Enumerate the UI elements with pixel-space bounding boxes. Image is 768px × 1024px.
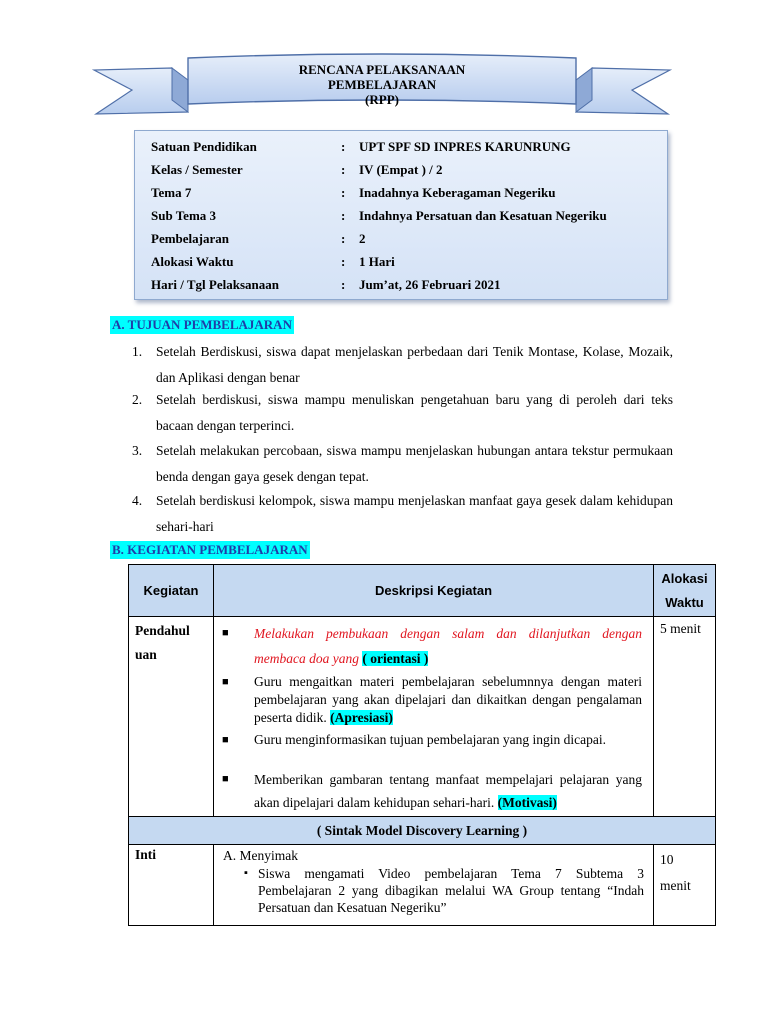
section-b-heading: B. KEGIATAN PEMBELAJARAN: [112, 542, 308, 557]
pendahuluan-description: [214, 617, 654, 817]
bullet-square-icon: ■: [222, 627, 229, 639]
identity-value: IV (Empat ) / 2: [359, 162, 443, 177]
inti-time-line1: 10: [660, 852, 674, 867]
objective-number: 1.: [132, 344, 143, 359]
banner-title-line1: RENCANA PELAKSANAAN PEMBELAJARAN: [298, 62, 466, 92]
orientasi-tag: ( orientasi ): [362, 651, 429, 666]
inti-time-line2: menit: [660, 878, 691, 893]
identity-separator: :: [341, 277, 346, 292]
identity-label: Hari / Tgl Pelaksanaan: [151, 277, 279, 292]
identity-separator: :: [341, 162, 346, 177]
opening-activity-text: Melakukan pembukaan dengan salam dan dilanjutkan dengan membaca doa yang: [254, 626, 642, 666]
motivasi-text: Memberikan gambaran tentang manfaat mempelajari pelajaran yang akan dipelajari dalam kehidupan sehari-hari.: [254, 772, 642, 810]
model-row: ( Sintak Model Discovery Learning ): [129, 817, 716, 845]
identity-label: Kelas / Semester: [151, 162, 243, 177]
identity-separator: :: [341, 208, 346, 223]
objective-item: [132, 387, 673, 439]
motivasi-tag: (Motivasi): [497, 795, 557, 810]
objective-text: Setelah berdiskusi kelompok, siswa mampu menjelaskan manfaat gaya gesek dalam kehidupan sehari-hari: [156, 493, 673, 534]
objective-number: 3.: [132, 443, 143, 458]
identity-box: [134, 130, 668, 300]
identity-value: UPT SPF SD INPRES KARUNRUNG: [359, 139, 571, 154]
objective-number: 4.: [132, 493, 143, 508]
inti-label: Inti: [129, 845, 214, 926]
apresiasi-tag: (Apresiasi): [330, 710, 393, 725]
identity-label: Satuan Pendidikan: [151, 139, 257, 154]
pendahuluan-label: [129, 617, 214, 817]
identity-label: Sub Tema 3: [151, 208, 217, 223]
section-a-heading: A. TUJUAN PEMBELAJARAN: [112, 317, 292, 332]
inti-description: [214, 845, 654, 926]
identity-value: 1 Hari: [359, 254, 395, 269]
menyimak-heading: A. Menyimak: [223, 848, 298, 863]
objective-item: [132, 339, 673, 391]
banner-title-line2: (RPP): [365, 92, 399, 107]
tujuan-text: Guru menginformasikan tujuan pembelajaran yang ingin dicapai.: [254, 732, 607, 747]
bullet-square-icon: ■: [222, 734, 229, 746]
header-deskripsi: Deskripsi Kegiatan: [214, 565, 654, 617]
identity-separator: :: [341, 185, 346, 200]
inti-time: [654, 845, 716, 926]
header-alokasi-line1: Alokasi: [661, 571, 708, 586]
identity-separator: :: [341, 139, 346, 154]
identity-value: Indahnya Persatuan dan Kesatuan Negeriku: [359, 208, 607, 223]
identity-label: Tema 7: [151, 185, 192, 200]
title-banner: [92, 50, 672, 130]
identity-value: Inadahnya Keberagaman Negeriku: [359, 185, 556, 200]
header-kegiatan: Kegiatan: [129, 565, 214, 617]
identity-separator: :: [341, 254, 346, 269]
pendahuluan-bullet-3: [222, 731, 642, 749]
pendahuluan-time: 5 menit: [654, 617, 716, 817]
menyimak-bullet: [244, 865, 644, 916]
header-alokasi: [654, 565, 716, 617]
objective-item: [132, 438, 673, 490]
objective-number: 2.: [132, 392, 143, 407]
menyimak-text: Siswa mengamati Video pembelajaran Tema 7 Subtema 3 Pembelajaran 2 yang dibagikan melalui WA Group tentang “Indah Persatuan dan Kesatuan Negeriku”: [258, 866, 644, 915]
bullet-small-square-icon: ▪: [244, 867, 248, 879]
pendahuluan-label-line1: Pendahul: [135, 623, 190, 638]
pendahuluan-bullet-4: [222, 768, 642, 814]
pendahuluan-bullet-1: [222, 621, 642, 671]
identity-value: Jum’at, 26 Februari 2021: [359, 277, 501, 292]
objective-text: Setelah Berdiskusi, siswa dapat menjelaskan perbedaan dari Tenik Montase, Kolase, Mozaik, dan Aplikasi dengan benar: [156, 344, 673, 385]
objective-text: Setelah melakukan percobaan, siswa mampu menjelaskan hubungan antara tekstur permukaan benda dengan gaya gesek dengan tepat.: [156, 443, 673, 484]
bullet-square-icon: ■: [222, 676, 229, 688]
identity-separator: :: [341, 231, 346, 246]
apresiasi-text: Guru mengaitkan materi pembelajaran sebelumnnya dengan materi pembelajaran yang akan dipelajari dan dikaitkan dengan pengalaman peserta didik.: [254, 674, 642, 725]
identity-label: Pembelajaran: [151, 231, 229, 246]
activities-table: [128, 564, 716, 926]
objective-item: [132, 488, 673, 540]
pendahuluan-bullet-2: [222, 673, 642, 727]
pendahuluan-label-line2: uan: [135, 647, 157, 662]
header-alokasi-line2: Waktu: [665, 595, 704, 610]
bullet-square-icon: ■: [222, 773, 229, 785]
banner-title: [262, 62, 502, 107]
identity-value: 2: [359, 231, 366, 246]
identity-label: Alokasi Waktu: [151, 254, 234, 269]
objective-text: Setelah berdiskusi, siswa mampu menuliskan pengetahuan baru yang di peroleh dari teks bacaan dengan terperinci.: [156, 392, 673, 433]
